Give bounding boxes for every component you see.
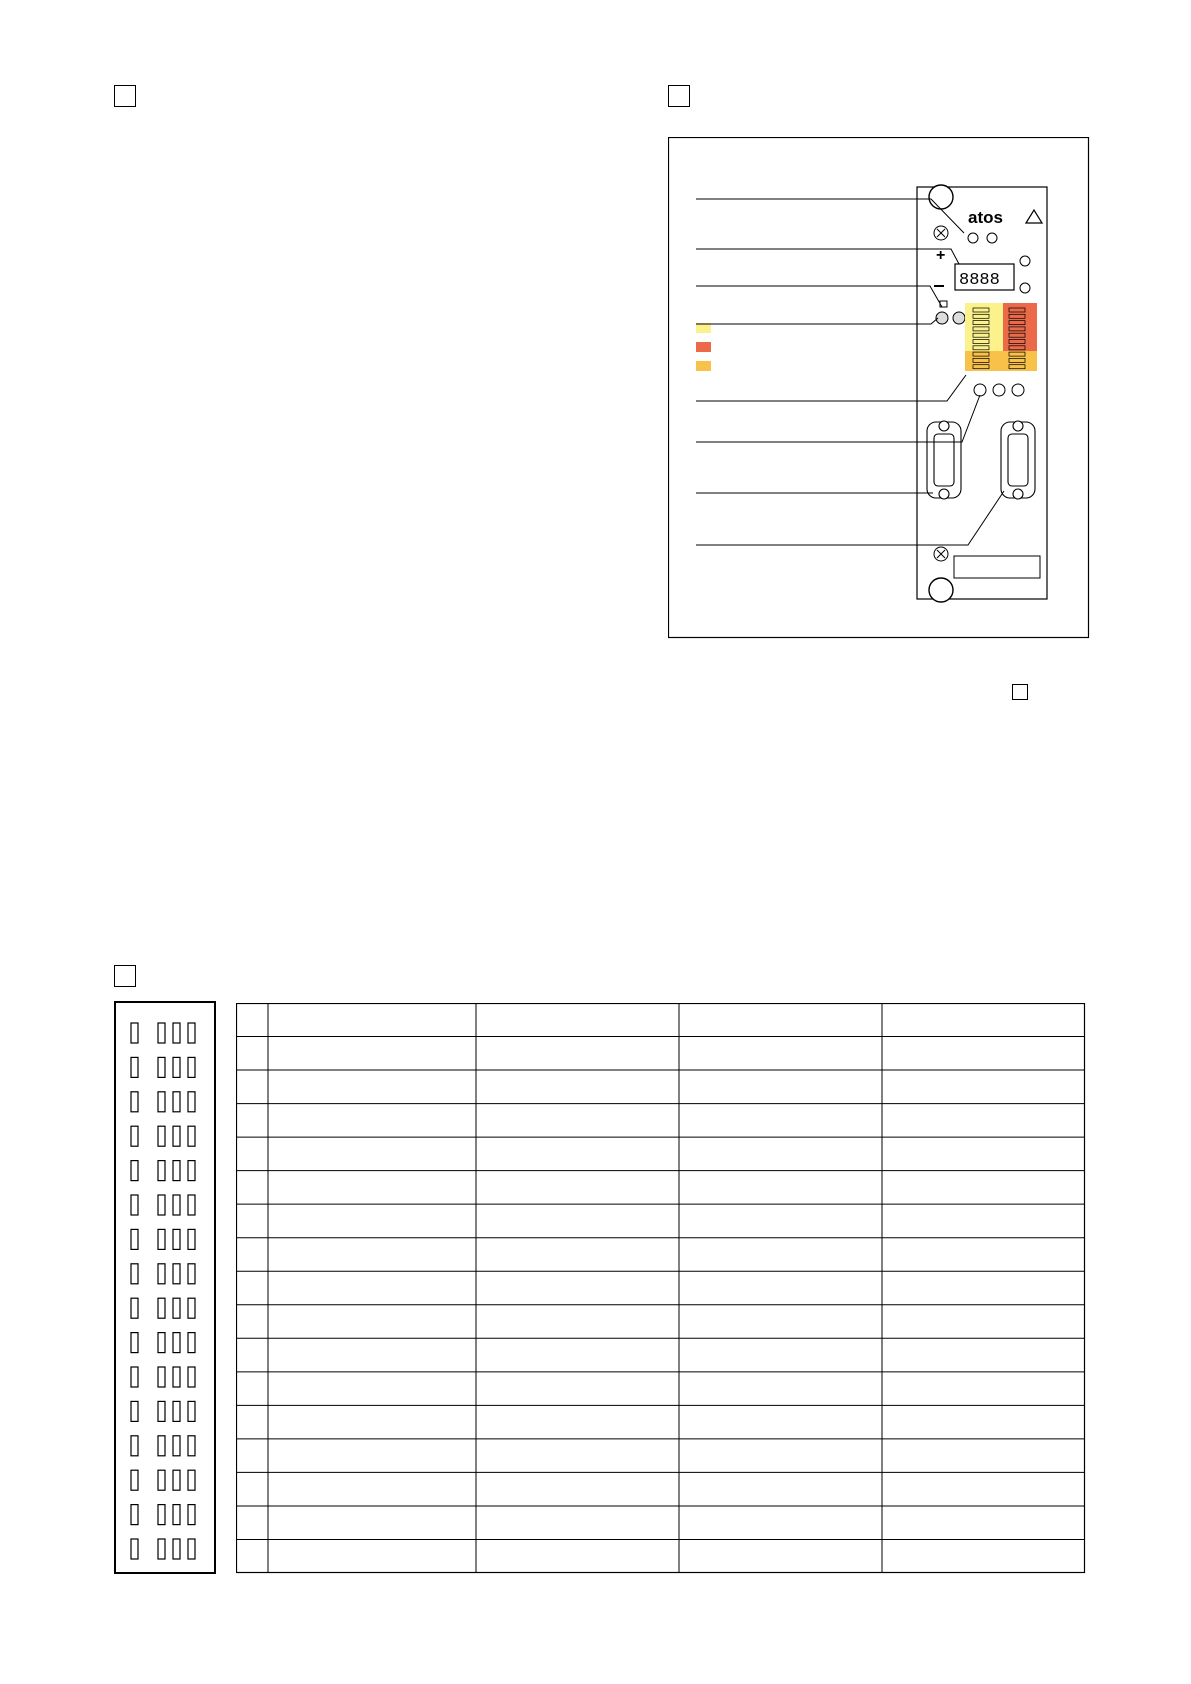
connector-pin [158, 1023, 165, 1043]
connector-pin [131, 1505, 138, 1525]
connector-pin [158, 1505, 165, 1525]
connector-pin [158, 1470, 165, 1490]
connector-pin [131, 1539, 138, 1559]
connector-pin [158, 1367, 165, 1387]
connector-pin [131, 1161, 138, 1181]
connector-pin [173, 1401, 180, 1421]
led-right-1 [1020, 256, 1030, 266]
connector-pin [173, 1264, 180, 1284]
legend-red-swatch [696, 342, 711, 352]
connector-pin [188, 1470, 195, 1490]
pot-3 [974, 384, 986, 396]
plus-symbol: + [936, 247, 946, 264]
connector-pin [188, 1092, 195, 1112]
connector-pin [131, 1057, 138, 1077]
connector-pin [131, 1367, 138, 1387]
pot-2 [953, 312, 965, 324]
connector-pin [188, 1539, 195, 1559]
connector-pin [173, 1505, 180, 1525]
front-panel-diagram [668, 137, 1090, 639]
connector-pin [158, 1539, 165, 1559]
section-checkbox-bottom[interactable] [114, 965, 136, 987]
pot-4 [993, 384, 1005, 396]
table-outline [237, 1004, 1085, 1573]
connector-pin [173, 1436, 180, 1456]
connector-pin [173, 1367, 180, 1387]
connector-pin [131, 1195, 138, 1215]
connector-pin [131, 1023, 138, 1043]
connector-pin [188, 1126, 195, 1146]
bottom-mount-hole [929, 578, 953, 602]
connector-pin [158, 1436, 165, 1456]
connector-pin [188, 1436, 195, 1456]
connector-pin [188, 1401, 195, 1421]
connector-pin [158, 1126, 165, 1146]
connector-pin [188, 1195, 195, 1215]
connector-pin [173, 1023, 180, 1043]
led-right-2 [1020, 283, 1030, 293]
connector-pin [158, 1401, 165, 1421]
connector-pin [131, 1436, 138, 1456]
connector-pin [131, 1298, 138, 1318]
connector-pin [188, 1298, 195, 1318]
connector-pin [158, 1229, 165, 1249]
connector-pin [131, 1126, 138, 1146]
led-top-1 [968, 233, 978, 243]
terminal-connector [114, 1001, 216, 1574]
connector-pin [131, 1229, 138, 1249]
connector-pin [173, 1539, 180, 1559]
connector-pin [173, 1333, 180, 1353]
connector-pin [131, 1333, 138, 1353]
connector-pin [188, 1023, 195, 1043]
terminal-table [236, 1003, 1086, 1574]
connector-pin [158, 1333, 165, 1353]
brand-logo: atos [968, 208, 1003, 227]
connector-pin [131, 1092, 138, 1112]
section-checkbox-right[interactable] [668, 85, 690, 107]
legend-orange-swatch [696, 361, 711, 371]
terminal-zone-orange [965, 351, 1037, 371]
pot-5 [1012, 384, 1024, 396]
connector-pin [158, 1264, 165, 1284]
connector-pin [158, 1161, 165, 1181]
section-checkbox-left[interactable] [114, 85, 136, 107]
connector-pin [188, 1229, 195, 1249]
connector-pin [173, 1126, 180, 1146]
connector-pin [173, 1057, 180, 1077]
connector-pin [173, 1161, 180, 1181]
connector-pin [188, 1057, 195, 1077]
led-top-2 [987, 233, 997, 243]
connector-pin [188, 1264, 195, 1284]
connector-pin [188, 1505, 195, 1525]
connector-pin [158, 1057, 165, 1077]
connector-pin [188, 1333, 195, 1353]
connector-pin [158, 1195, 165, 1215]
connector-pin [131, 1401, 138, 1421]
connector-pin [131, 1264, 138, 1284]
display-digits: 8888 [959, 271, 1000, 290]
small-checkbox[interactable] [1012, 684, 1028, 700]
connector-pin [158, 1092, 165, 1112]
connector-pin [173, 1092, 180, 1112]
top-mount-hole [929, 185, 953, 209]
connector-pin [173, 1229, 180, 1249]
connector-pin [173, 1195, 180, 1215]
dsub-connector-right [1001, 421, 1035, 499]
label-slot [954, 556, 1040, 578]
connector-pin [173, 1470, 180, 1490]
connector-pin [158, 1298, 165, 1318]
connector-pin [188, 1367, 195, 1387]
connector-pin [188, 1161, 195, 1181]
connector-pin [173, 1298, 180, 1318]
dsub-connector-left [927, 421, 961, 499]
connector-pin [131, 1470, 138, 1490]
